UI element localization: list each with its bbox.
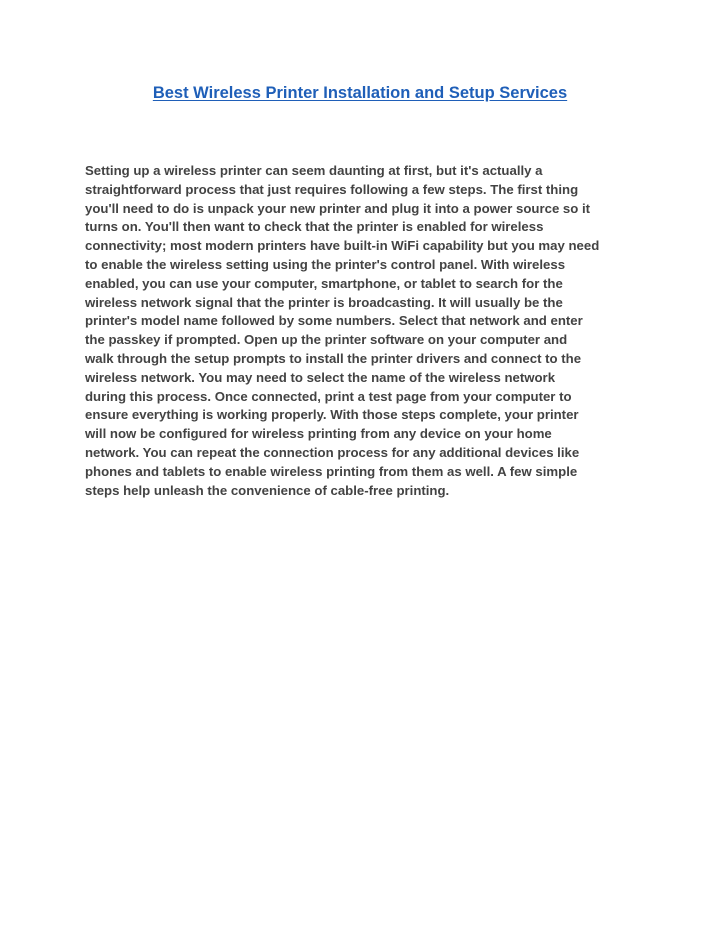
document-body-paragraph: Setting up a wireless printer can seem daunting at first, but it's actually a straightforward process that just requires following a few steps. The first thing you'll need to do is unpack your new printer and plug it into a power source so it turns on. You'll then want to check that the printer is enabled for wireless connectivity; most modern printers have built-in WiFi capability but you may need to enable the wireless setting using the printer's control panel. With wireless enabled, you can use your computer, smartphone, or tablet to search for the wireless network signal that the printer is broadcasting. It will usually be the printer's model name followed by some numbers. Select that network and enter the passkey if prompted. Open up the printer software on your computer and walk through the setup prompts to install the printer drivers and connect to the wireless network. You may need to select the name of the wireless network during this process. Once connected, print a test page from your computer to ensure everything is working properly. With those steps complete, your printer will now be configured for wireless printing from any device on your home network. You can repeat the connection process for any additional devices like phones and tablets to enable wireless printing from them as well. A few simple steps help unleash the convenience of cable-free printing. xyxy=(85,163,600,498)
document-title-link[interactable]: Best Wireless Printer Installation and Setup Services xyxy=(152,84,568,102)
title-container xyxy=(0,84,720,103)
